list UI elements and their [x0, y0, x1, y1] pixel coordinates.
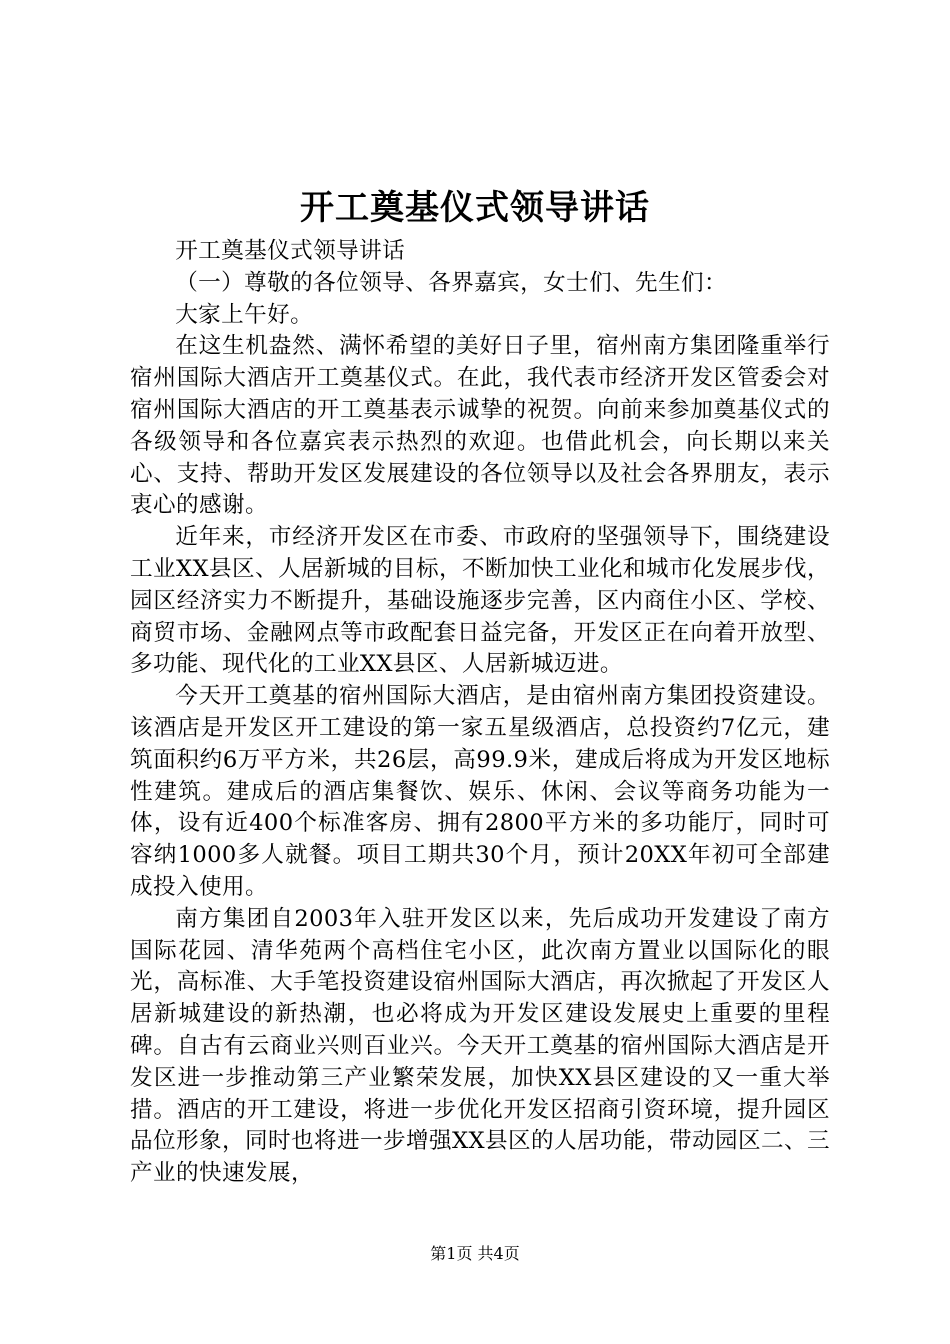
document-body [130, 236, 830, 1190]
paragraph-nanfang-group: 南方集团自2003年入驻开发区以来，先后成功开发建设了南方国际花园、清华苑两个高档住宅小区，此次南方置业以国际化的眼光，高标准、大手笔投资建设宿州国际大酒店，再次掀起了开发区人居新城建设的新热潮，也必将成为开发区建设发展史上重要的里程碑。自古有云商业兴则百业兴。今天开工奠基的宿州国际大酒店是开发区进一步推动第三产业繁荣发展，加快XX县区建设的又一重大举措。酒店的开工建设，将进一步优化开发区招商引资环境，提升园区品位形象，同时也将进一步增强XX县区的人居功能，带动园区二、三产业的快速发展， [130, 905, 830, 1187]
paragraph-congratulation: 在这生机盎然、满怀希望的美好日子里，宿州南方集团隆重举行宿州国际大酒店开工奠基仪式。在此，我代表市经济开发区管委会对宿州国际大酒店的开工奠基表示诚挚的祝贺。向前来参加奠基仪式的各级领导和各位嘉宾表示热烈的欢迎。也借此机会，向长期以来关心、支持、帮助开发区发展建设的各位领导以及社会各界朋友，表示衷心的感谢。 [130, 333, 830, 519]
paragraph-subtitle: 开工奠基仪式领导讲话 [175, 238, 406, 264]
document-title: 开工奠基仪式领导讲话 [300, 188, 650, 228]
paragraph-hotel-project: 今天开工奠基的宿州国际大酒店，是由宿州南方集团投资建设。该酒店是开发区开工建设的第一家五星级酒店，总投资约7亿元，建筑面积约6万平方米，共26层，高99.9米，建成后将成为开发区地标性建筑。建成后的酒店集餐饮、娱乐、休闲、会议等商务功能为一体，设有近400个标准客房、拥有2800平方米的多功能厅，同时可容纳1000多人就餐。项目工期共30个月，预计20XX年初可全部建成投入使用。 [130, 683, 830, 900]
page-footer: 第1页 共4页 [430, 1244, 520, 1263]
paragraph-salutation: （一）尊敬的各位领导、各界嘉宾，女士们、先生们： [175, 269, 728, 296]
paragraph-development: 近年来，市经济开发区在市委、市政府的坚强领导下，围绕建设工业XX县区、人居新城的目标，不断加快工业化和城市化发展步伐，园区经济实力不断提升，基础设施逐步完善，区内商住小区、学校、商贸市场、金融网点等市政配套日益完备，开发区正在向着开放型、多功能、现代化的工业XX县区、人居新城迈进。 [130, 524, 830, 678]
paragraph-greeting: 大家上午好。 [175, 301, 314, 328]
